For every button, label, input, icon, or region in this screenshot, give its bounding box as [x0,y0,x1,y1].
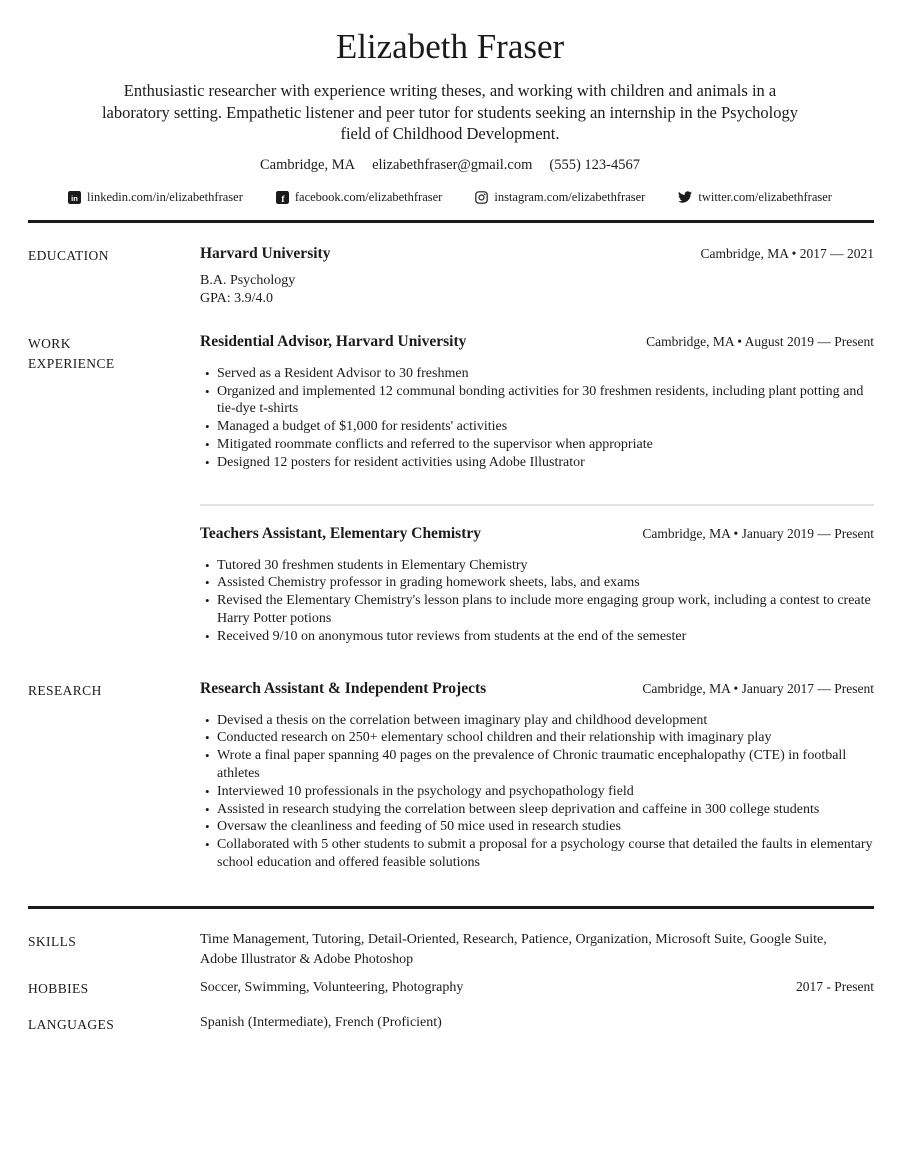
instagram-label: instagram.com/elizabethfraser [494,189,646,204]
entry-divider [200,504,874,506]
twitter-icon [678,190,692,204]
bullet-item: • Received 9/10 on anonymous tutor reviews from students at the end of the semester [200,628,874,646]
section-label: LANGUAGES [28,1016,115,1032]
bullet-item: • Assisted Chemistry professor in grading homework sheets, labs, and exams [200,574,874,592]
section-content [200,930,874,970]
bullet-item: • Served as a Resident Advisor to 30 freshmen [200,365,874,383]
bullet-item: • Collaborated with 5 other students to submit a proposal for a psychology course that detailed the faults in elementary school education and offered feasible solutions [200,836,874,872]
entry-title: Harvard University [200,244,331,262]
linkedin-icon [68,191,81,204]
resume-footer [0,930,900,1035]
section-label: RESEARCH [28,682,102,698]
gpa-line: GPA: 3.9/4.0 [200,290,274,306]
section-label: WORK EXPERIENCE [28,335,115,371]
social-links-row [0,190,900,205]
bullet-list [200,557,874,646]
languages-text: Spanish (Intermediate), French (Proficient) [200,1014,442,1030]
work-entry [200,332,874,472]
entry-date: Cambridge, MA • January 2019 — Present [642,525,874,541]
section-skills [28,930,874,970]
entry-title: Research Assistant & Independent Projects [200,679,487,697]
bullet-item: • Organized and implemented 12 communal bonding activities for 30 freshmen residents, including plant potting and tie-dye t-shirts [200,383,874,419]
instagram-icon [475,191,488,204]
svg-text:in: in [71,193,78,203]
bullet-item: • Devised a thesis on the correlation between imaginary play and childhood development [200,712,874,730]
facebook-icon [276,191,289,204]
degree-line: B.A. Psychology [200,272,296,288]
facebook-label: facebook.com/elizabethfraser [294,189,443,204]
section-research [28,679,874,872]
bullet-item: • Mitigated roommate conflicts and referred to the supervisor when appropriate [200,436,874,454]
entry-head [200,244,874,264]
bullet-item: • Oversaw the cleanliness and feeding of 50 mice used in research studies [200,818,874,836]
bullet-list [200,365,874,472]
skills-text: Time Management, Tutoring, Detail-Oriented, Research, Patience, Organization, Microsoft Suite, Google Suite, Adobe Illustrator & Adobe Photoshop [200,931,827,967]
section-content [200,1013,874,1035]
twitter-link[interactable] [678,190,832,205]
twitter-label: twitter.com/elizabethfraser [698,189,832,204]
section-languages [28,1013,874,1035]
bullet-item: • Interviewed 10 professionals in the psychology and psychopathology field [200,783,874,801]
section-label: EDUCATION [28,247,109,263]
entry-head [200,524,874,544]
bullet-item: • Designed 12 posters for resident activities using Adobe Illustrator [200,454,874,472]
section-date: 2017 - Present [796,978,874,994]
resume-header [0,0,900,205]
section-content [200,977,874,999]
section-content [200,332,874,646]
section-label: SKILLS [28,933,77,949]
entry-title: Teachers Assistant, Elementary Chemistry [200,524,481,542]
contact-location: Cambridge, MA [260,156,356,173]
header-divider-rule [28,220,874,223]
bullet-list [200,712,874,872]
contact-row [0,157,900,174]
entry-date: Cambridge, MA • 2017 — 2021 [700,245,874,261]
section-content [200,679,874,872]
summary-text: Enthusiastic researcher with experience writing theses, and working with children and animals in a laboratory setting. Empathetic listener and peer tutor for students seeking an internship in the Psychology field of Childhood Development. [101,81,799,144]
facebook-link[interactable] [276,190,443,205]
entry-head [200,332,874,352]
section-work-experience [28,332,874,646]
hobbies-text: Soccer, Swimming, Volunteering, Photography [200,979,464,995]
research-entry [200,679,874,872]
bullet-item: • Managed a budget of $1,000 for residents' activities [200,418,874,436]
resume-body [0,244,900,872]
entry-title: Residential Advisor, Harvard University [200,332,467,350]
bullet-item: • Tutored 30 freshmen students in Elementary Chemistry [200,557,874,575]
bullet-item: • Conducted research on 250+ elementary school children and their relationship with imaginary play [200,729,874,747]
entry-head [200,679,874,699]
bullet-item: • Assisted in research studying the correlation between sleep deprivation and caffeine in 300 college students [200,801,874,819]
instagram-link[interactable] [475,190,645,205]
section-education [28,244,874,308]
section-content [200,244,874,308]
linkedin-link[interactable] [68,190,243,205]
education-details [200,272,874,308]
education-entry [200,244,874,308]
entry-date: Cambridge, MA • August 2019 — Present [646,333,874,349]
section-hobbies [28,977,874,999]
work-entry [200,524,874,646]
linkedin-label: linkedin.com/in/elizabethfraser [87,189,243,204]
svg-text:f: f [281,193,285,204]
bullet-item: • Wrote a final paper spanning 40 pages on the prevalence of Chronic traumatic encephalopathy (CTE) in football athletes [200,747,874,783]
person-name: Elizabeth Fraser [335,27,565,66]
entry-date: Cambridge, MA • January 2017 — Present [642,680,874,696]
section-label: HOBBIES [28,980,89,996]
contact-phone: (555) 123-4567 [549,156,640,173]
footer-divider-rule [28,906,874,909]
bullet-item: • Revised the Elementary Chemistry's lesson plans to include more engaging group work, including a contest to create Harry Potter potions [200,592,874,628]
contact-email[interactable]: elizabethfraser@gmail.com [372,156,533,173]
